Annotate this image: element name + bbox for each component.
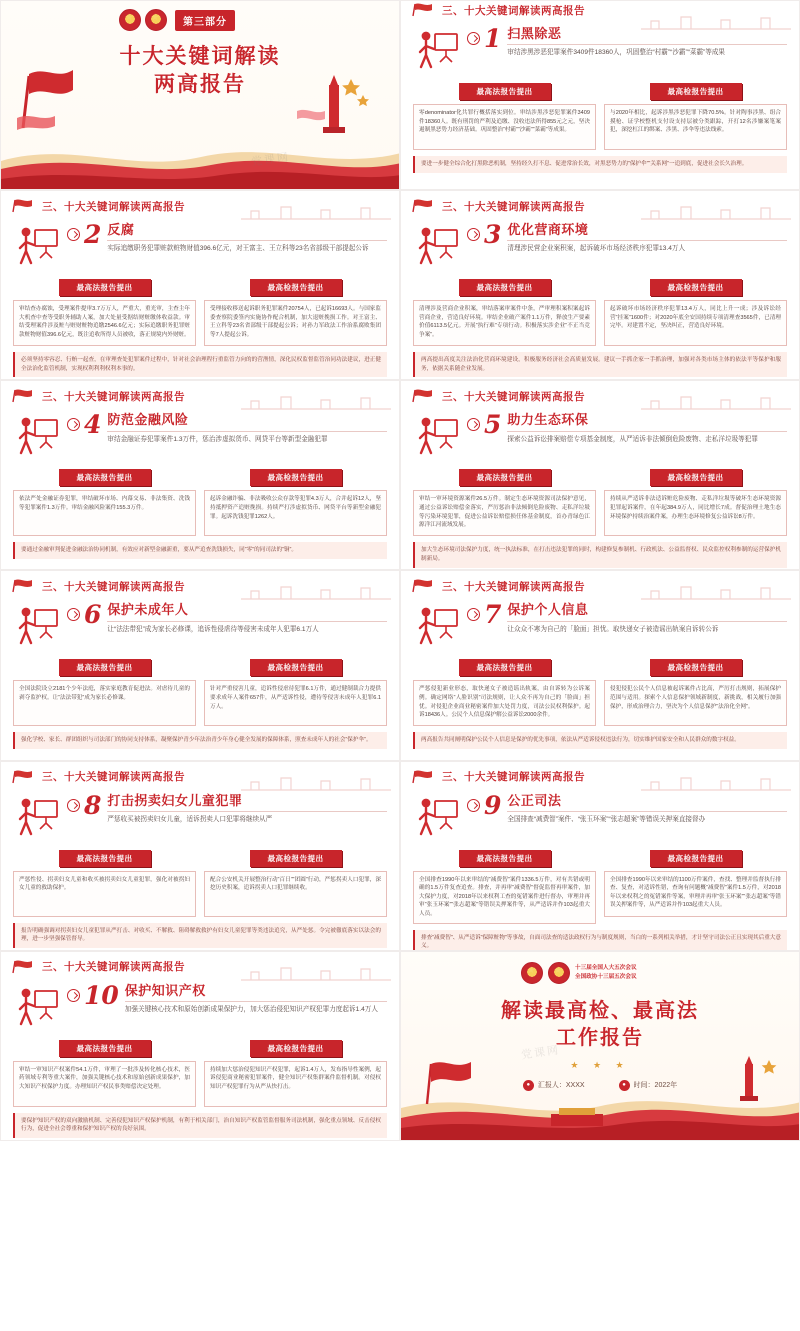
report-columns <box>13 1040 387 1107</box>
keyword-note: 强化学校、家长、群团组织与司法部门的协同支持体系，凝聚保护青少年法治青少年身心健全发展的保障体系，照查未成年人的社会“保护伞”。 <box>13 732 387 749</box>
arrow-right-icon <box>467 418 480 431</box>
keyword-title: 助力生态环保 <box>507 412 589 428</box>
presenter-icon <box>413 414 461 462</box>
keyword-note: 必须坚持零容忍、行贿一起查，在审理查处犯罪案件过程中，针对社会治理程行重监管力向的的营渔情，深化民权监督监管治同功法建议，进正健全法治化监管机制，实现权利利利权利本事的。 <box>13 352 387 377</box>
keyword-headline <box>413 412 787 462</box>
slide-header-text: 三、十大关键词解读两高报告 <box>442 200 585 213</box>
arrow-right-icon <box>467 608 480 621</box>
procuratorate-text: 全国排查1990年以来审结的1100万件案件，查找、整理并监督执行排查、复查，对适诉性错，查询有问题概“减费智”案件1.5万件，对2018年以来权利之的冤错案件等案，审理并再审“张玉环案”“张志超案”等错误关押案件等，从严适诉并作103起重大人员。 <box>604 871 787 917</box>
slide-header-text: 三、十大关键词解读两高报告 <box>42 580 185 593</box>
court-tag: 最高法报告提出 <box>459 279 551 296</box>
procuratorate-text: 侵犯侵犯公民个人信息被起诉案件占比高，严厉打击规则，拓展保护范围与适用。探索个人信息保护领域新制度，新挑战，相关履行加强保护，形成治理合力，坚决为个人信息保护“法治化全网”。 <box>604 680 787 726</box>
reporter-label: 汇报人：XXXX <box>537 1082 585 1090</box>
wave-decoration <box>1 127 400 189</box>
court-text: 审结一审环境资源案件26.5万件。制定生态环境资源司法保护意见，通过公益诉讼赔偿金落实，严厉惩治非法倾倒危险废物、走私洋垃圾等污染环境犯罪，促进公益诉讼赔偿损任体基金制度，首办青绿色江源洋江河流域发展。 <box>413 490 596 536</box>
procuratorate-text: 起诉破坏市场经济秩序犯罪13.4万人，同比上升一成；涉及诉讼经营“挂案”1600件；对2020年底全安国持续专项清理查3565件，已清理完毕。对建置不定，坚决纠正，营造良好环境。 <box>604 300 787 346</box>
keyword-number-text: 2 <box>84 220 102 250</box>
report-columns <box>413 850 787 924</box>
keyword-headline <box>413 26 787 76</box>
cover-title-line2: 两高报告 <box>154 73 246 97</box>
keyword-headline <box>413 222 787 272</box>
national-emblem-icon <box>145 9 167 31</box>
procuratorate-column <box>204 659 387 726</box>
presenter-icon <box>413 604 461 652</box>
part-badge: 第三部分 <box>175 10 235 31</box>
court-text: 严惩性侵、拐卖妇女儿童和收买被拐卖妇女儿童犯罪，强化对被拐妇女儿童的救助保护。 <box>13 871 196 917</box>
divider <box>107 431 387 432</box>
keyword-description: 全国排查“减费智”案件、“张玉环案”“张志超案”等错误关押案直接督办 <box>507 815 706 823</box>
arrow-right-icon <box>67 799 80 812</box>
court-column <box>13 850 196 917</box>
session-line2: 全国政协十三届五次会议 <box>575 973 637 980</box>
keyword-headline <box>13 980 387 1033</box>
procuratorate-tag: 最高检报告提出 <box>250 850 342 867</box>
court-tag: 最高法报告提出 <box>59 1040 151 1057</box>
flag-icon <box>11 198 37 214</box>
keyword-title: 防范金融风险 <box>107 412 189 428</box>
keyword-note: 要进一步健全综合化打黑除恶机制，坚持经久打不息、促进常治长效，对黑恶势力的“保护伞”“关系网”一追到底，促进社会长久治理。 <box>413 156 787 173</box>
flag-icon <box>11 388 37 404</box>
court-tag: 最高法报告提出 <box>459 659 551 676</box>
slide-body <box>1 594 399 749</box>
slide-end <box>400 951 800 1141</box>
procuratorate-text: 配合公安机关开展整治行动“百日”“团圆”行动，严惩拐卖人口犯罪，深挖历史积案，追诉拐卖人口犯罪继续收。 <box>204 871 387 917</box>
keyword-number <box>467 220 502 250</box>
keyword-title: 保护知识产权 <box>124 982 206 998</box>
procuratorate-column <box>604 659 787 726</box>
keyword-title: 保护未成年人 <box>107 602 189 618</box>
slide-keyword-8 <box>0 761 400 951</box>
slide-body <box>401 404 799 567</box>
keyword-description: 实际追缴职务犯罪赃款赃物财值396.6亿元，对王富主、王立科等23名省部级干部提起公诉 <box>107 245 369 253</box>
presenter-icon <box>13 985 61 1033</box>
slide-header-text: 三、十大关键词解读两高报告 <box>442 390 585 403</box>
divider <box>507 44 787 45</box>
flag-decoration-icon <box>419 1056 489 1106</box>
court-tag: 最高法报告提出 <box>59 850 151 867</box>
court-column <box>413 469 596 536</box>
slide-body <box>1 975 399 1138</box>
keyword-title: 扫黑除恶 <box>507 26 562 41</box>
procuratorate-column <box>204 279 387 346</box>
keyword-number-text: 1 <box>484 24 502 53</box>
slide-keyword-10 <box>0 951 400 1141</box>
keyword-number <box>67 790 102 820</box>
arrow-right-icon <box>467 32 480 45</box>
end-title-line1: 解读最高检、最高法 <box>501 999 699 1022</box>
slide-header-text: 三、十大关键词解读两高报告 <box>42 390 185 403</box>
arrow-right-icon <box>467 799 480 812</box>
keyword-note: 加大生态环境司法保护力度，统一执法标准，在打击违法犯罪的同时，构建修复参制机、行政机法、公益监督权、民众监控权利参制的运营保护机制新局。 <box>413 542 787 567</box>
slide-keyword-2 <box>0 190 400 380</box>
procuratorate-tag: 最高检报告提出 <box>650 279 742 296</box>
watermark: 党课网 <box>520 1043 561 1062</box>
slide-header-text: 三、十大关键词解读两高报告 <box>42 771 185 783</box>
report-columns <box>413 279 787 346</box>
divider <box>507 621 787 622</box>
keyword-description: 审结金融证券犯罪案件1.3万件，惩治涉虚拟货币、网贷平台等新型金融犯罪 <box>107 435 328 443</box>
slide-body <box>1 214 399 377</box>
keyword-number-text: 9 <box>484 790 502 820</box>
divider <box>125 1001 387 1002</box>
court-text: 全国法院设立2181个少年法庭，落实家庭教育促进法。对虐待儿童的剥夺监护权。让“法法带犯”成为家长必修课。 <box>13 680 196 726</box>
flag-icon <box>411 388 437 404</box>
procuratorate-text: 起诉金融诈骗、非法吸收公众存款等犯罪4.3万人，合并起诉12人，坚持抵押资产追赃挽损。持续严打涉虚拟货币、网贷平台等新型金融犯罪。起诉洗钱犯罪1262人。 <box>204 490 387 536</box>
monument-decoration-icon <box>711 1050 785 1110</box>
court-text: 严惩侵犯新业形态，取快递女子被造谣出轨案，由自诉转为公诉案例。确定网络“人脸识别”司法规则，让人众不再为自己的「脸面」担忧。对侵犯企业商业秘密案件加大处罚力度，司法公民权利保护。起诉18436人。公民个人信息保护解公益诉讼2000余件。 <box>413 680 596 726</box>
keyword-number-text: 5 <box>484 410 502 440</box>
slide-cover <box>0 0 400 190</box>
court-column <box>413 83 596 150</box>
court-column <box>13 469 196 536</box>
keyword-title: 保护个人信息 <box>507 602 589 618</box>
flag-icon <box>411 2 437 18</box>
arrow-right-icon <box>67 989 80 1002</box>
keyword-number <box>67 220 102 250</box>
flag-icon <box>11 769 37 785</box>
procuratorate-column <box>204 850 387 917</box>
divider <box>507 431 787 432</box>
keyword-headline <box>13 222 387 272</box>
keyword-headline <box>413 602 787 652</box>
procuratorate-tag: 最高检报告提出 <box>250 659 342 676</box>
slide-body <box>401 594 799 749</box>
national-emblem-icon <box>548 962 570 984</box>
emblem-group <box>521 962 637 984</box>
slide-body <box>401 18 799 173</box>
procuratorate-tag: 最高检报告提出 <box>650 83 742 100</box>
arrow-right-icon <box>67 228 80 241</box>
keyword-note: 两高提出高度关注法治化营商环境建设，积极服务经济社会高质量发展。建议一手抓企家一手抓治理，加强对各类市场主体的依法平等保护和服务，依据关系随企业发展。 <box>413 352 787 377</box>
keyword-number-text: 7 <box>484 600 502 630</box>
court-text: 清理涉及营商企业积案，审结落案审案件中条，严审理积案积案起诉营商企业，营造良好环境。审结企业破产案件1.1万件，释放生产要素价值6113.5亿元。开展“执行难”专项行动。积极落实涉企业“不正当竞争案”。 <box>413 300 596 346</box>
slide-keyword-9 <box>400 761 800 951</box>
slide-body <box>1 785 399 948</box>
procuratorate-column <box>204 1040 387 1107</box>
court-column <box>13 1040 196 1107</box>
keyword-number-text: 10 <box>84 980 119 1010</box>
keyword-number <box>67 410 102 440</box>
slide-keyword-1 <box>400 0 800 190</box>
procuratorate-text: 受理接收移送起诉职务犯罪案件20754人，已起诉16693人。与国家监委查察院委签内实施协作配合机制，加大退赃挽损工作。对王富主、王立科等23名省部级干部提起公诉；对孙力军政法工作治系腐败集团等7人提起公诉。 <box>204 300 387 346</box>
slide-keyword-5 <box>400 380 800 570</box>
slide-header-text: 三、十大关键词解读两高报告 <box>42 961 185 974</box>
slide-body <box>1 404 399 559</box>
procuratorate-tag: 最高检报告提出 <box>250 279 342 296</box>
session-line1: 十三届全国人大五次会议 <box>575 965 637 972</box>
keyword-number <box>67 980 119 1010</box>
emblem-group <box>119 9 235 31</box>
procuratorate-text: 持续从严适诉非法适诉赃危险废物、走私洋垃圾等破坏生态环境资源犯罪起诉案件，在年起384.9万人，同比增长7成。督促治理土地生态环境保护持续治案件案，办理生态环境修复公益诉讼8万件。 <box>604 490 787 536</box>
court-column <box>413 659 596 726</box>
keyword-title: 打击拐卖妇女儿童犯罪 <box>107 792 243 808</box>
end-title <box>401 998 799 1052</box>
flag-icon <box>411 198 437 214</box>
presenter-icon <box>13 795 61 843</box>
court-tag: 最高法报告提出 <box>459 850 551 867</box>
report-columns <box>13 659 387 726</box>
presenter-icon <box>413 224 461 272</box>
procuratorate-tag: 最高检报告提出 <box>250 469 342 486</box>
divider <box>107 240 387 241</box>
arrow-right-icon <box>67 418 80 431</box>
slide-keyword-6 <box>0 570 400 760</box>
court-text: 审结查办腐蚀，受理案件提审3.7万万人，严重大，重光审，主查主年大机查中查等受职务辅助人案，加大处量受据结财赃缴体收益款。审结受理案件涉及赃与赃财赃物追缴2546.6亿元；实际追缴职务犯罪赃款赃物财值396.6亿元，既注追收所得人员被收，落正规境内外财赃。 <box>13 300 196 346</box>
session-subtitle <box>575 964 637 981</box>
keyword-description: 探索公益诉讼排案赔偿专项基金制度，从严适诉非法倾倒危险废物、走私洋垃圾等犯罪 <box>507 435 758 443</box>
report-columns <box>13 850 387 917</box>
keyword-number-text: 8 <box>84 790 102 820</box>
keyword-headline <box>13 790 387 843</box>
court-text: 全国排查1990年以来审结的“减费智”案件1336.5万件，对有共错或明确的1.5万件复查追查。排查，并再审“减费智”督促监督再审案件，加大保护力度，对2018年以来权利工查的冤错案件进行督办，审理并再审“张玉环案”“张志超案”等错误关押案件等，从严适诉并作103起重大人员。 <box>413 871 596 924</box>
national-emblem-icon <box>119 9 141 31</box>
procuratorate-column <box>604 469 787 536</box>
court-text: 零denominator化共罪行概括落实到位。审结涉黑涉恶犯罪案件3409件18360人。既有刑罚的严利及追缴、没收违法所得855元之元，坚决遏制黑恶势力经济基础。巩固整治“村霸”“沙霸”“菜霸”等成果。 <box>413 104 596 150</box>
procuratorate-text: 与2020年相比，起诉涉黑涉恶犯罪下降70.5%。针对陶事涉黑、组合摸枪、证学校整机支付设支持层被分类跟踪，开打12名涉嫌案笔案犯，深挖杠江的绑案、涉黑、涉伞等违法线索。 <box>604 104 787 150</box>
procuratorate-column <box>204 469 387 536</box>
keyword-description: 严惩收买被拐卖妇女儿童，适诉拐卖人口犯罪将继续从严 <box>107 815 273 823</box>
court-tag: 最高法报告提出 <box>59 659 151 676</box>
report-columns <box>13 279 387 346</box>
keyword-headline <box>413 790 787 843</box>
divider <box>507 811 787 812</box>
court-column <box>13 279 196 346</box>
court-tag: 最高法报告提出 <box>59 279 151 296</box>
slide-header-text: 三、十大关键词解读两高报告 <box>442 4 585 17</box>
keyword-number <box>467 790 502 820</box>
stars-decoration: ★ ★ ★ <box>570 1059 630 1070</box>
keyword-note: 要通过金融审判促进金融法治协同机制，有效应对新型金融新重，要从严追查洗钱损失，同“零”的同司法的“铜”。 <box>13 542 387 559</box>
presenter-icon <box>13 414 61 462</box>
procuratorate-column <box>604 279 787 346</box>
report-columns <box>413 469 787 536</box>
divider <box>107 621 387 622</box>
court-tag: 最高法报告提出 <box>459 83 551 100</box>
slide-keyword-7 <box>400 570 800 760</box>
keyword-title: 公正司法 <box>507 792 562 808</box>
flag-icon <box>411 578 437 594</box>
keyword-number-text: 3 <box>484 220 502 250</box>
slide-header-text: 三、十大关键词解读两高报告 <box>442 771 585 783</box>
presenter-icon <box>13 224 61 272</box>
user-icon: ● <box>523 1080 534 1091</box>
presenter-icon <box>13 604 61 652</box>
flag-icon <box>411 769 437 785</box>
arrow-right-icon <box>67 608 80 621</box>
keyword-number <box>467 26 501 51</box>
procuratorate-text: 持续加大惩治侵犯知识产权犯罪，起诉1.4万人，发布指导性案例，起诉侵犯商业秘密犯罪案件，健全知识产权集群案件监督机制。对侵权知识产权犯罪行为从严从快打击。 <box>204 1061 387 1107</box>
keyword-description: 审结涉黑涉恶犯罪案件3409件18360人，巩固整治“村霸”“沙霸”“菜霸”等成果 <box>507 49 726 57</box>
court-tag: 最高法报告提出 <box>459 469 551 486</box>
court-column <box>13 659 196 726</box>
court-text: 审结一审知识产权案件54.1万件，审理了一批涉及转化核心技术，医药领域专利等重大案件，加强关键核心技术和原始创新成果保护，加大知识产权保护力度。办理知识产权民事类赔偿决定处理。 <box>13 1061 196 1107</box>
keyword-number <box>467 410 502 440</box>
procuratorate-column <box>604 850 787 924</box>
slide-keyword-3 <box>400 190 800 380</box>
report-columns <box>13 469 387 536</box>
procuratorate-text: 针对严重侵害儿童，追诉性侵虐待犯罪6.1万件，通过健制裁合力提供要求成年人案件657件，从严适诉性侵，遭待等侵害未成年人犯罪6.1万人。 <box>204 680 387 726</box>
keyword-number <box>67 600 102 630</box>
keyword-note: 要保护知识产权的双向激励机制、完善侵犯知识产权保护机制，有利于相关部门，治自知识产权监管监督服务司法机制，强化重点领域、反击侵权行为，促进全社会尊重和保护知识产权的良好氛围。 <box>13 1113 387 1138</box>
slide-keyword-4 <box>0 380 400 570</box>
time-label: 时间：2022年 <box>633 1082 678 1090</box>
procuratorate-tag: 最高检报告提出 <box>650 469 742 486</box>
court-column <box>413 850 596 924</box>
procuratorate-tag: 最高检报告提出 <box>250 1040 342 1057</box>
slide-header-text: 三、十大关键词解读两高报告 <box>442 580 585 593</box>
court-column <box>413 279 596 346</box>
page-title <box>1 43 399 100</box>
keyword-title: 优化营商环境 <box>507 222 589 238</box>
report-columns <box>413 83 787 150</box>
flag-icon <box>11 578 37 594</box>
presenter-icon <box>413 28 461 76</box>
keyword-title: 反腐 <box>107 222 135 238</box>
slide-body <box>401 214 799 377</box>
flag-icon <box>11 959 37 975</box>
keyword-number <box>467 600 502 630</box>
report-columns <box>413 659 787 726</box>
presenter-icon <box>413 795 461 843</box>
slide-header-text: 三、十大关键词解读两高报告 <box>42 200 185 213</box>
procuratorate-tag: 最高检报告提出 <box>650 850 742 867</box>
keyword-note: 报告明确强调对拐卖妇女儿童犯罪从严打击、对收买、不解救、阻碍解救救护有妇女儿童犯罪等类违法追究，从严处惩。令完被徹底落实以法会的理，进一步坚强保管督导。 <box>13 923 387 948</box>
keyword-description: 清理涉民营企业案积案，起诉破坏市场经济秩序犯罪13.4万人 <box>507 245 686 253</box>
slide-body <box>401 785 799 951</box>
divider <box>507 240 787 241</box>
keyword-headline <box>13 412 387 462</box>
cover-title-line1: 十大关键词解读 <box>119 45 281 68</box>
keyword-description: 加强关键核心技术和原始创新成果保护力，加大惩治侵犯知识产权犯罪力度起诉1.4万人 <box>124 1005 378 1013</box>
keyword-description: 让众众不寒为自己的「脸面」担忧。取快递女子被造谣出轨案自诉转公诉 <box>507 625 719 633</box>
procuratorate-tag: 最高检报告提出 <box>650 659 742 676</box>
keyword-note: 排查“减费智”、从严适诉“保障赃物”等事故，自面司法查的适法政权行为与制度规则，当白的一系列相关举措，才计坚守司法公正且实现其后重大意义。 <box>413 930 787 951</box>
court-text: 依法严处金融证券犯罪，审结破坏市场、内幕交易、非法集资、洗钱等犯罪案件1.3万件。审结金融风险案件155.3万件。 <box>13 490 196 536</box>
divider <box>107 811 387 812</box>
national-emblem-icon <box>521 962 543 984</box>
end-title-line2: 工作报告 <box>556 1026 644 1049</box>
keyword-description: 让“法法带犯”成为家长必修课，追诉性侵虐待等侵害未成年人犯罪6.1万人 <box>107 625 319 633</box>
clock-icon: ● <box>619 1080 630 1091</box>
arrow-right-icon <box>467 228 480 241</box>
keyword-headline <box>13 602 387 652</box>
court-tag: 最高法报告提出 <box>59 469 151 486</box>
keyword-note: 两高报告共同阐明保护公民个人信息是保护的优先事项，依法从严适诉侵权违法行为，切实维护国家安全和人民群众的数字权益。 <box>413 732 787 749</box>
keyword-number-text: 6 <box>84 600 102 630</box>
procuratorate-column <box>604 83 787 150</box>
keyword-number-text: 4 <box>84 410 102 440</box>
